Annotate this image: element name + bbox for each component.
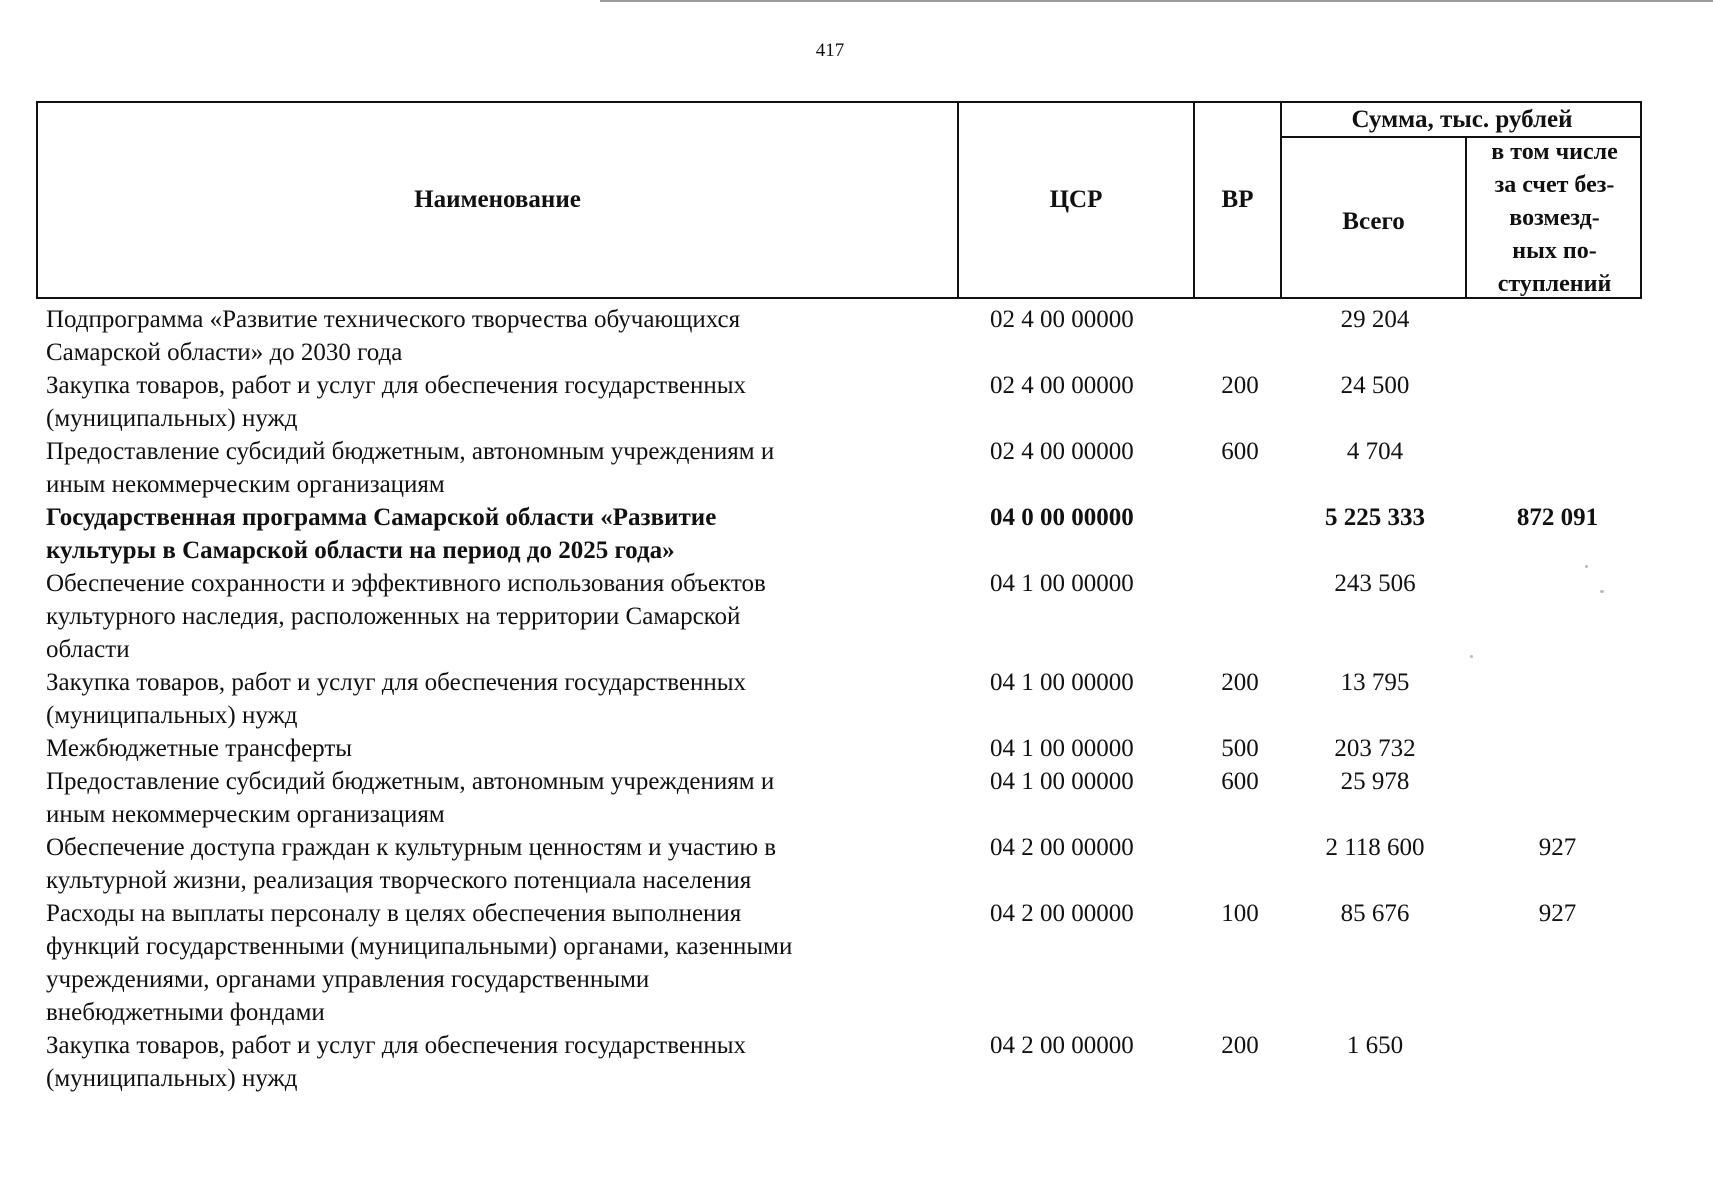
row-free-receipts: 927 <box>1538 900 1577 927</box>
row-vr-code: 100 <box>1221 900 1259 927</box>
row-total: 25 978 <box>1340 768 1410 795</box>
row-vr-code: 200 <box>1221 372 1259 399</box>
table-row <box>0 897 1713 1029</box>
row-total: 85 676 <box>1340 900 1410 927</box>
row-free-receipts: 927 <box>1538 834 1577 861</box>
row-total: 24 500 <box>1340 372 1410 399</box>
table-row <box>0 732 1713 765</box>
header-sum: Сумма, тыс. рублей <box>1351 105 1573 133</box>
table-row <box>0 1029 1713 1095</box>
row-name: Расходы на выплаты персоналу в целях обеспечения выполнения функций государственными (муниципальными) органами, казенными учреждениями, органами управления государственными внебюджетными фондами <box>46 900 793 1026</box>
row-vr-code: 200 <box>1221 669 1259 696</box>
row-csr-code: 02 4 00 00000 <box>990 438 1134 465</box>
page-number: 417 <box>815 40 845 61</box>
row-name: Предоставление субсидий бюджетным, автономным учреждениям и иным некоммерческим организациям <box>46 768 775 828</box>
row-total: 243 506 <box>1334 570 1416 597</box>
table-row <box>0 567 1713 666</box>
row-name: Закупка товаров, работ и услуг для обеспечения государственных (муниципальных) нужд <box>46 372 747 432</box>
header-vr: ВР <box>1221 186 1254 213</box>
table-row <box>0 501 1713 567</box>
row-csr-code: 02 4 00 00000 <box>990 306 1134 333</box>
table-row <box>0 831 1713 897</box>
row-name: Предоставление субсидий бюджетным, автономным учреждениям и иным некоммерческим организациям <box>46 438 775 498</box>
row-total: 2 118 600 <box>1325 834 1425 861</box>
row-name: Подпрограмма «Развитие технического творчества обучающихся Самарской области» до 2030 года <box>46 306 741 366</box>
row-name: Обеспечение сохранности и эффективного использования объектов культурного наследия, расположенных на территории Самарской области <box>46 570 766 663</box>
table-row <box>0 765 1713 831</box>
row-vr-code: 500 <box>1221 735 1259 762</box>
row-csr-code: 04 2 00 00000 <box>990 1032 1134 1059</box>
table-row <box>0 369 1713 435</box>
row-name: Обеспечение доступа граждан к культурным ценностям и участию в культурной жизни, реализация творческого потенциала населения <box>46 834 777 894</box>
row-csr-code: 02 4 00 00000 <box>990 372 1134 399</box>
row-csr-code: 04 2 00 00000 <box>990 900 1134 927</box>
row-total: 13 795 <box>1340 669 1410 696</box>
row-free-receipts: 872 091 <box>1516 504 1599 531</box>
row-total: 5 225 333 <box>1325 504 1425 531</box>
row-total: 203 732 <box>1334 735 1416 762</box>
row-vr-code: 600 <box>1221 768 1259 795</box>
row-csr-code: 04 1 00 00000 <box>990 570 1134 597</box>
scan-edge-line <box>600 0 1713 2</box>
table-row <box>0 666 1713 732</box>
row-name: Закупка товаров, работ и услуг для обеспечения государственных (муниципальных) нужд <box>46 669 747 729</box>
header-total: Всего <box>1342 208 1405 235</box>
row-csr-code: 04 2 00 00000 <box>990 834 1134 861</box>
row-csr-code: 04 1 00 00000 <box>990 768 1134 795</box>
header-name: Наименование <box>414 186 581 213</box>
header-free-receipts: в том числе за счет без- возмезд- ных по- ступлений <box>1491 138 1618 297</box>
row-csr-code: 04 1 00 00000 <box>990 669 1134 696</box>
header-csr: ЦСР <box>1049 186 1103 213</box>
row-vr-code: 200 <box>1221 1032 1259 1059</box>
row-vr-code: 600 <box>1221 438 1259 465</box>
row-name: Закупка товаров, работ и услуг для обеспечения государственных (муниципальных) нужд <box>46 1032 747 1092</box>
row-name: Государственная программа Самарской области «Развитие культуры в Самарской области на период до 2025 года» <box>46 504 717 564</box>
row-total: 1 650 <box>1346 1032 1404 1059</box>
table-row <box>0 435 1713 501</box>
row-csr-code: 04 1 00 00000 <box>990 735 1134 762</box>
row-total: 29 204 <box>1340 306 1410 333</box>
table-row <box>0 303 1713 369</box>
row-csr-code: 04 0 00 00000 <box>990 504 1134 531</box>
row-total: 4 704 <box>1346 438 1404 465</box>
row-name: Межбюджетные трансферты <box>46 735 353 762</box>
